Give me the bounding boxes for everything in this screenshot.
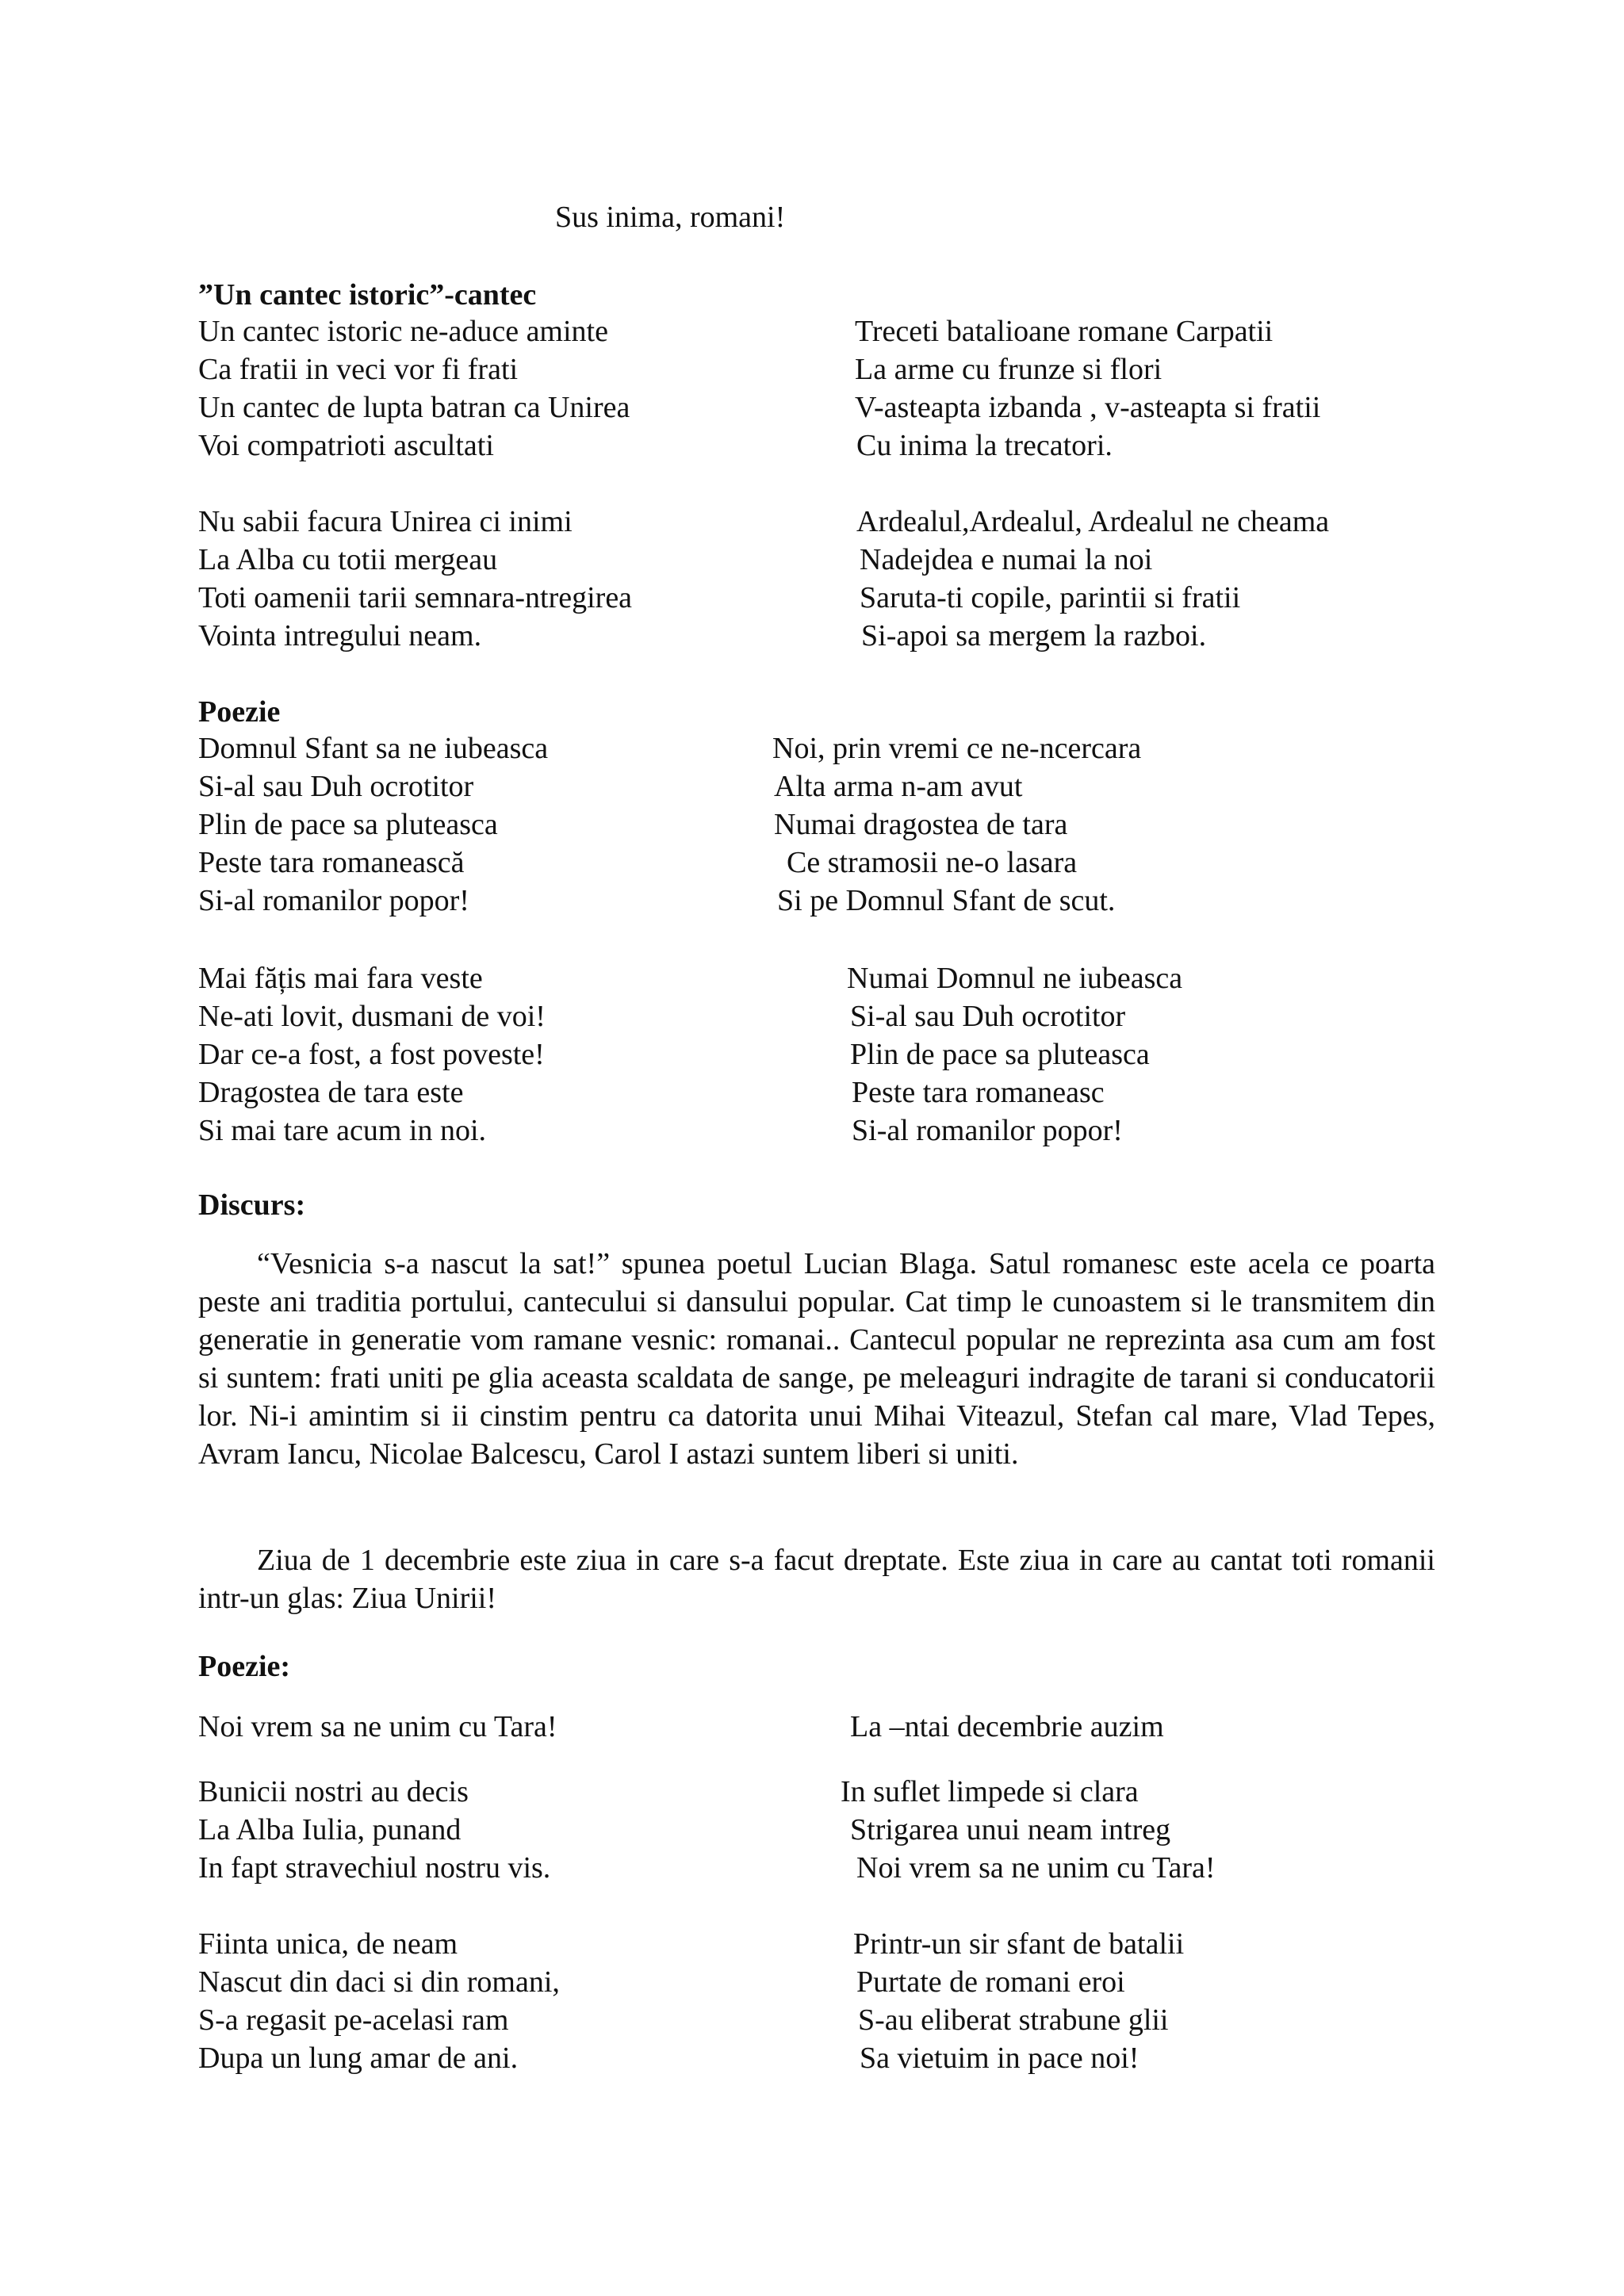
verse-line: Printr-un sir sfant de batalii [853, 1927, 1185, 1961]
verse-line: Noi vrem sa ne unim cu Tara! [856, 1851, 1216, 1885]
verse-line: Domnul Sfant sa ne iubeasca [198, 732, 549, 765]
verse-line: Ca fratii in veci vor fi frati [198, 353, 519, 386]
poem2-heading: Poezie: [198, 1650, 291, 1683]
poem2-left-first-line: Noi vrem sa ne unim cu Tara! [198, 1710, 557, 1743]
verse-line: Si-al sau Duh ocrotitor [850, 1000, 1126, 1033]
verse-line: Peste tara romaneasc [852, 1076, 1105, 1109]
speech-heading: Discurs: [198, 1188, 306, 1222]
verse-line: Plin de pace sa pluteasca [198, 808, 498, 841]
verse-line: La arme cu frunze si flori [855, 353, 1162, 386]
poem2-right-first-line: La –ntai decembrie auzim [850, 1710, 1164, 1743]
verse-line: La Alba Iulia, punand [198, 1813, 462, 1846]
verse-line: Plin de pace sa pluteasca [850, 1038, 1150, 1071]
page-title: Sus inima, romani! [555, 201, 786, 234]
verse-line: Dragostea de tara este [198, 1076, 464, 1109]
verse-line: Vointa intregului neam. [198, 619, 482, 652]
verse-line: Fiinta unica, de neam [198, 1927, 458, 1961]
verse-line: Noi, prin vremi ce ne-ncercara [772, 732, 1142, 765]
verse-line: Si-al sau Duh ocrotitor [198, 770, 474, 803]
verse-line: S-au eliberat strabune glii [858, 2003, 1169, 2037]
verse-line: Treceti batalioane romane Carpatii [855, 315, 1274, 348]
poem-heading: Poezie [198, 695, 281, 729]
verse-line: Peste tara romanească [198, 846, 465, 879]
verse-line: Sa vietuim in pace noi! [860, 2042, 1139, 2075]
verse-line: Ce stramosii ne-o lasara [787, 846, 1078, 879]
verse-line: Dar ce-a fost, a fost poveste! [198, 1038, 545, 1071]
verse-line: Si pe Domnul Sfant de scut. [777, 884, 1116, 917]
verse-line: Si-al romanilor popor! [852, 1114, 1123, 1147]
verse-line: Ardealul,Ardealul, Ardealul ne cheama [856, 505, 1330, 538]
song-heading: ”Un cantec istoric”-cantec [198, 278, 537, 312]
verse-line: Nascut din daci si din romani, [198, 1965, 560, 1999]
verse-line: Nu sabii facura Unirea ci inimi [198, 505, 573, 538]
verse-line: Alta arma n-am avut [774, 770, 1023, 803]
verse-line: Nadejdea e numai la noi [860, 543, 1153, 576]
verse-line: Toti oamenii tarii semnara-ntregirea [198, 581, 633, 614]
verse-line: Si-al romanilor popor! [198, 884, 469, 917]
verse-line: Purtate de romani eroi [856, 1965, 1125, 1999]
speech-paragraph-2: Ziua de 1 decembrie este ziua in care s-a facut dreptate. Este ziua in care au cantat toti romanii intr-un glas: Ziua Unirii! [198, 1544, 1435, 1615]
verse-line: Dupa un lung amar de ani. [198, 2042, 519, 2075]
verse-line: Ne-ati lovit, dusmani de voi! [198, 1000, 546, 1033]
verse-line: In suflet limpede si clara [841, 1775, 1139, 1808]
verse-line: Un cantec de lupta batran ca Unirea [198, 391, 630, 424]
verse-line: Cu inima la trecatori. [856, 429, 1113, 462]
verse-line: Un cantec istoric ne-aduce aminte [198, 315, 608, 348]
verse-line: Numai dragostea de tara [774, 808, 1068, 841]
verse-line: Saruta-ti copile, parintii si fratii [860, 581, 1241, 614]
verse-line: In fapt stravechiul nostru vis. [198, 1851, 551, 1885]
verse-line: Voi compatrioti ascultati [198, 429, 494, 462]
verse-line: Strigarea unui neam intreg [850, 1813, 1171, 1846]
verse-line: Bunicii nostri au decis [198, 1775, 469, 1808]
verse-line: S-a regasit pe-acelasi ram [198, 2003, 509, 2037]
verse-line: V-asteapta izbanda , v-asteapta si fratii [855, 391, 1321, 424]
verse-line: Si mai tare acum in noi. [198, 1114, 487, 1147]
verse-line: Mai fățis mai fara veste [198, 962, 483, 995]
verse-line: La Alba cu totii mergeau [198, 543, 498, 576]
verse-line: Numai Domnul ne iubeasca [847, 962, 1183, 995]
speech-paragraph-1: “Vesnicia s-a nascut la sat!” spunea poetul Lucian Blaga. Satul romanesc este acela ce poarta peste ani traditia portului, cantecului si dansului popular. Cat timp le cunoastem si le transmitem din generatie in generatie vom ramane vesnic: romanai.. Cantecul popular ne reprezinta asa cum am fost si suntem: frati uniti pe glia aceasta scaldata de sange, pe meleaguri indragite de tarani si conducatorii lor. Ni-i amintim si ii cinstim pentru ca datorita unui Mihai Viteazul, Stefan cal mare, Vlad Tepes, Avram Iancu, Nicolae Balcescu, Carol I astazi suntem liberi si uniti. [198, 1247, 1435, 1471]
verse-line: Si-apoi sa mergem la razboi. [861, 619, 1207, 652]
